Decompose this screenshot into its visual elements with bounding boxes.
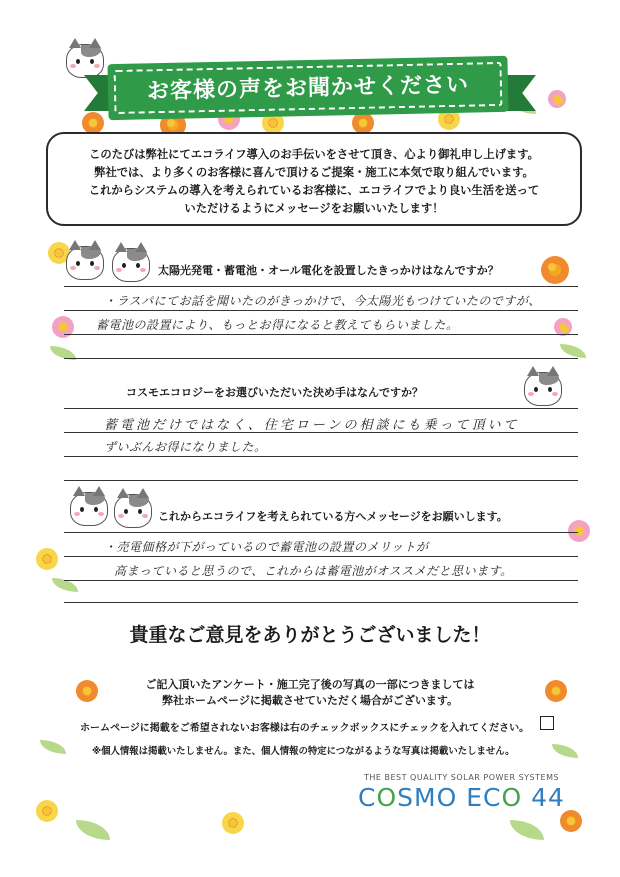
flower-decoration	[568, 520, 590, 542]
answer-line	[64, 432, 578, 433]
cat-illustration	[66, 246, 104, 280]
leaf-decoration	[40, 740, 66, 754]
intro-line: このたびは弊社にてエコライフ導入のお手伝いをさせて頂き、心より御礼申し上げます。	[89, 148, 539, 161]
flower-decoration	[82, 112, 104, 134]
flower-decoration	[541, 256, 569, 284]
leaf-decoration	[510, 820, 544, 840]
brand-logo: COSMO ECO 44	[358, 783, 565, 812]
title-banner	[107, 56, 508, 120]
leaf-decoration	[552, 744, 578, 758]
answer-line	[64, 408, 578, 409]
intro-line: これからシステムの導入を考えられているお客様に、エコライフでより良い生活を送って	[88, 184, 540, 197]
flower-decoration	[36, 800, 58, 822]
cat-illustration	[66, 44, 104, 78]
answer-line	[64, 580, 578, 581]
flower-decoration	[222, 812, 244, 834]
answer-line	[64, 358, 578, 359]
answer-1-line-1: ・ラスパにてお話を聞いたのがきっかけで、今太陽光もつけていたのですが、	[104, 294, 541, 308]
cat-illustration	[524, 372, 562, 406]
leaf-decoration	[560, 344, 586, 358]
page-title: お客様の声をお聞かせください	[146, 72, 470, 105]
cat-illustration	[112, 248, 150, 282]
answer-line	[64, 556, 578, 557]
question-3: これからエコライフを考えられている方へメッセージをお願いします。	[158, 510, 508, 523]
answer-line	[64, 480, 578, 481]
cat-illustration	[70, 492, 108, 526]
notice-line: ご記入頂いたアンケート・施工完了後の写真の一部につきましては	[145, 678, 475, 691]
question-1: 太陽光発電・蓄電池・オール電化を設置したきっかけはなんですか？	[158, 264, 499, 277]
flower-decoration	[548, 90, 566, 108]
intro-line: 弊社では、より多くのお客様に喜んで頂けるご提案・施工に本気で取り組んでいます。	[94, 166, 534, 179]
answer-line	[64, 602, 578, 603]
answer-line	[64, 310, 578, 311]
flower-decoration	[352, 112, 374, 134]
leaf-decoration	[76, 820, 110, 840]
flower-decoration	[36, 548, 58, 570]
answer-line	[64, 286, 578, 287]
intro-line: いただけるようにメッセージをお願いいたします！	[184, 202, 444, 215]
answer-line	[64, 532, 578, 533]
answer-line	[64, 334, 578, 335]
answer-3-line-1: ・売電価格が下がっているので蓄電池の設置のメリットが	[104, 540, 429, 554]
no-publish-checkbox[interactable]	[540, 716, 554, 730]
checkbox-label: ホームページに掲載をご希望されないお客様は右のチェックボックスにチェックを入れてください。	[80, 723, 530, 734]
answer-2-line-1: 蓄電池だけではなく、住宅ローンの相談にも乗って頂いて	[104, 418, 520, 433]
flower-decoration	[560, 810, 582, 832]
brand-tagline: THE BEST QUALITY SOLAR POWER SYSTEMS	[364, 773, 560, 782]
answer-3-line-2: 高まっていると思うので、これからは蓄電池がオススメだと思います。	[114, 564, 513, 578]
intro-box	[46, 132, 582, 226]
answer-1-line-2: 蓄電池の設置により、もっとお得になると教えてもらいました。	[96, 318, 459, 332]
question-2: コスモエコロジーをお選びいただいた決め手はなんですか？	[126, 386, 423, 399]
cat-illustration	[114, 494, 152, 528]
answer-2-line-2: ずいぶんお得になりました。	[104, 440, 267, 454]
thanks-heading: 貴重なご意見をありがとうございました！	[129, 624, 491, 646]
notice-line: 弊社ホームページに掲載させていただく場合がございます。	[162, 694, 458, 707]
answer-line	[64, 456, 578, 457]
privacy-note: ※個人情報は掲載いたしません。また、個人情報の特定につながるような写真は掲載いたしません。	[92, 746, 515, 757]
